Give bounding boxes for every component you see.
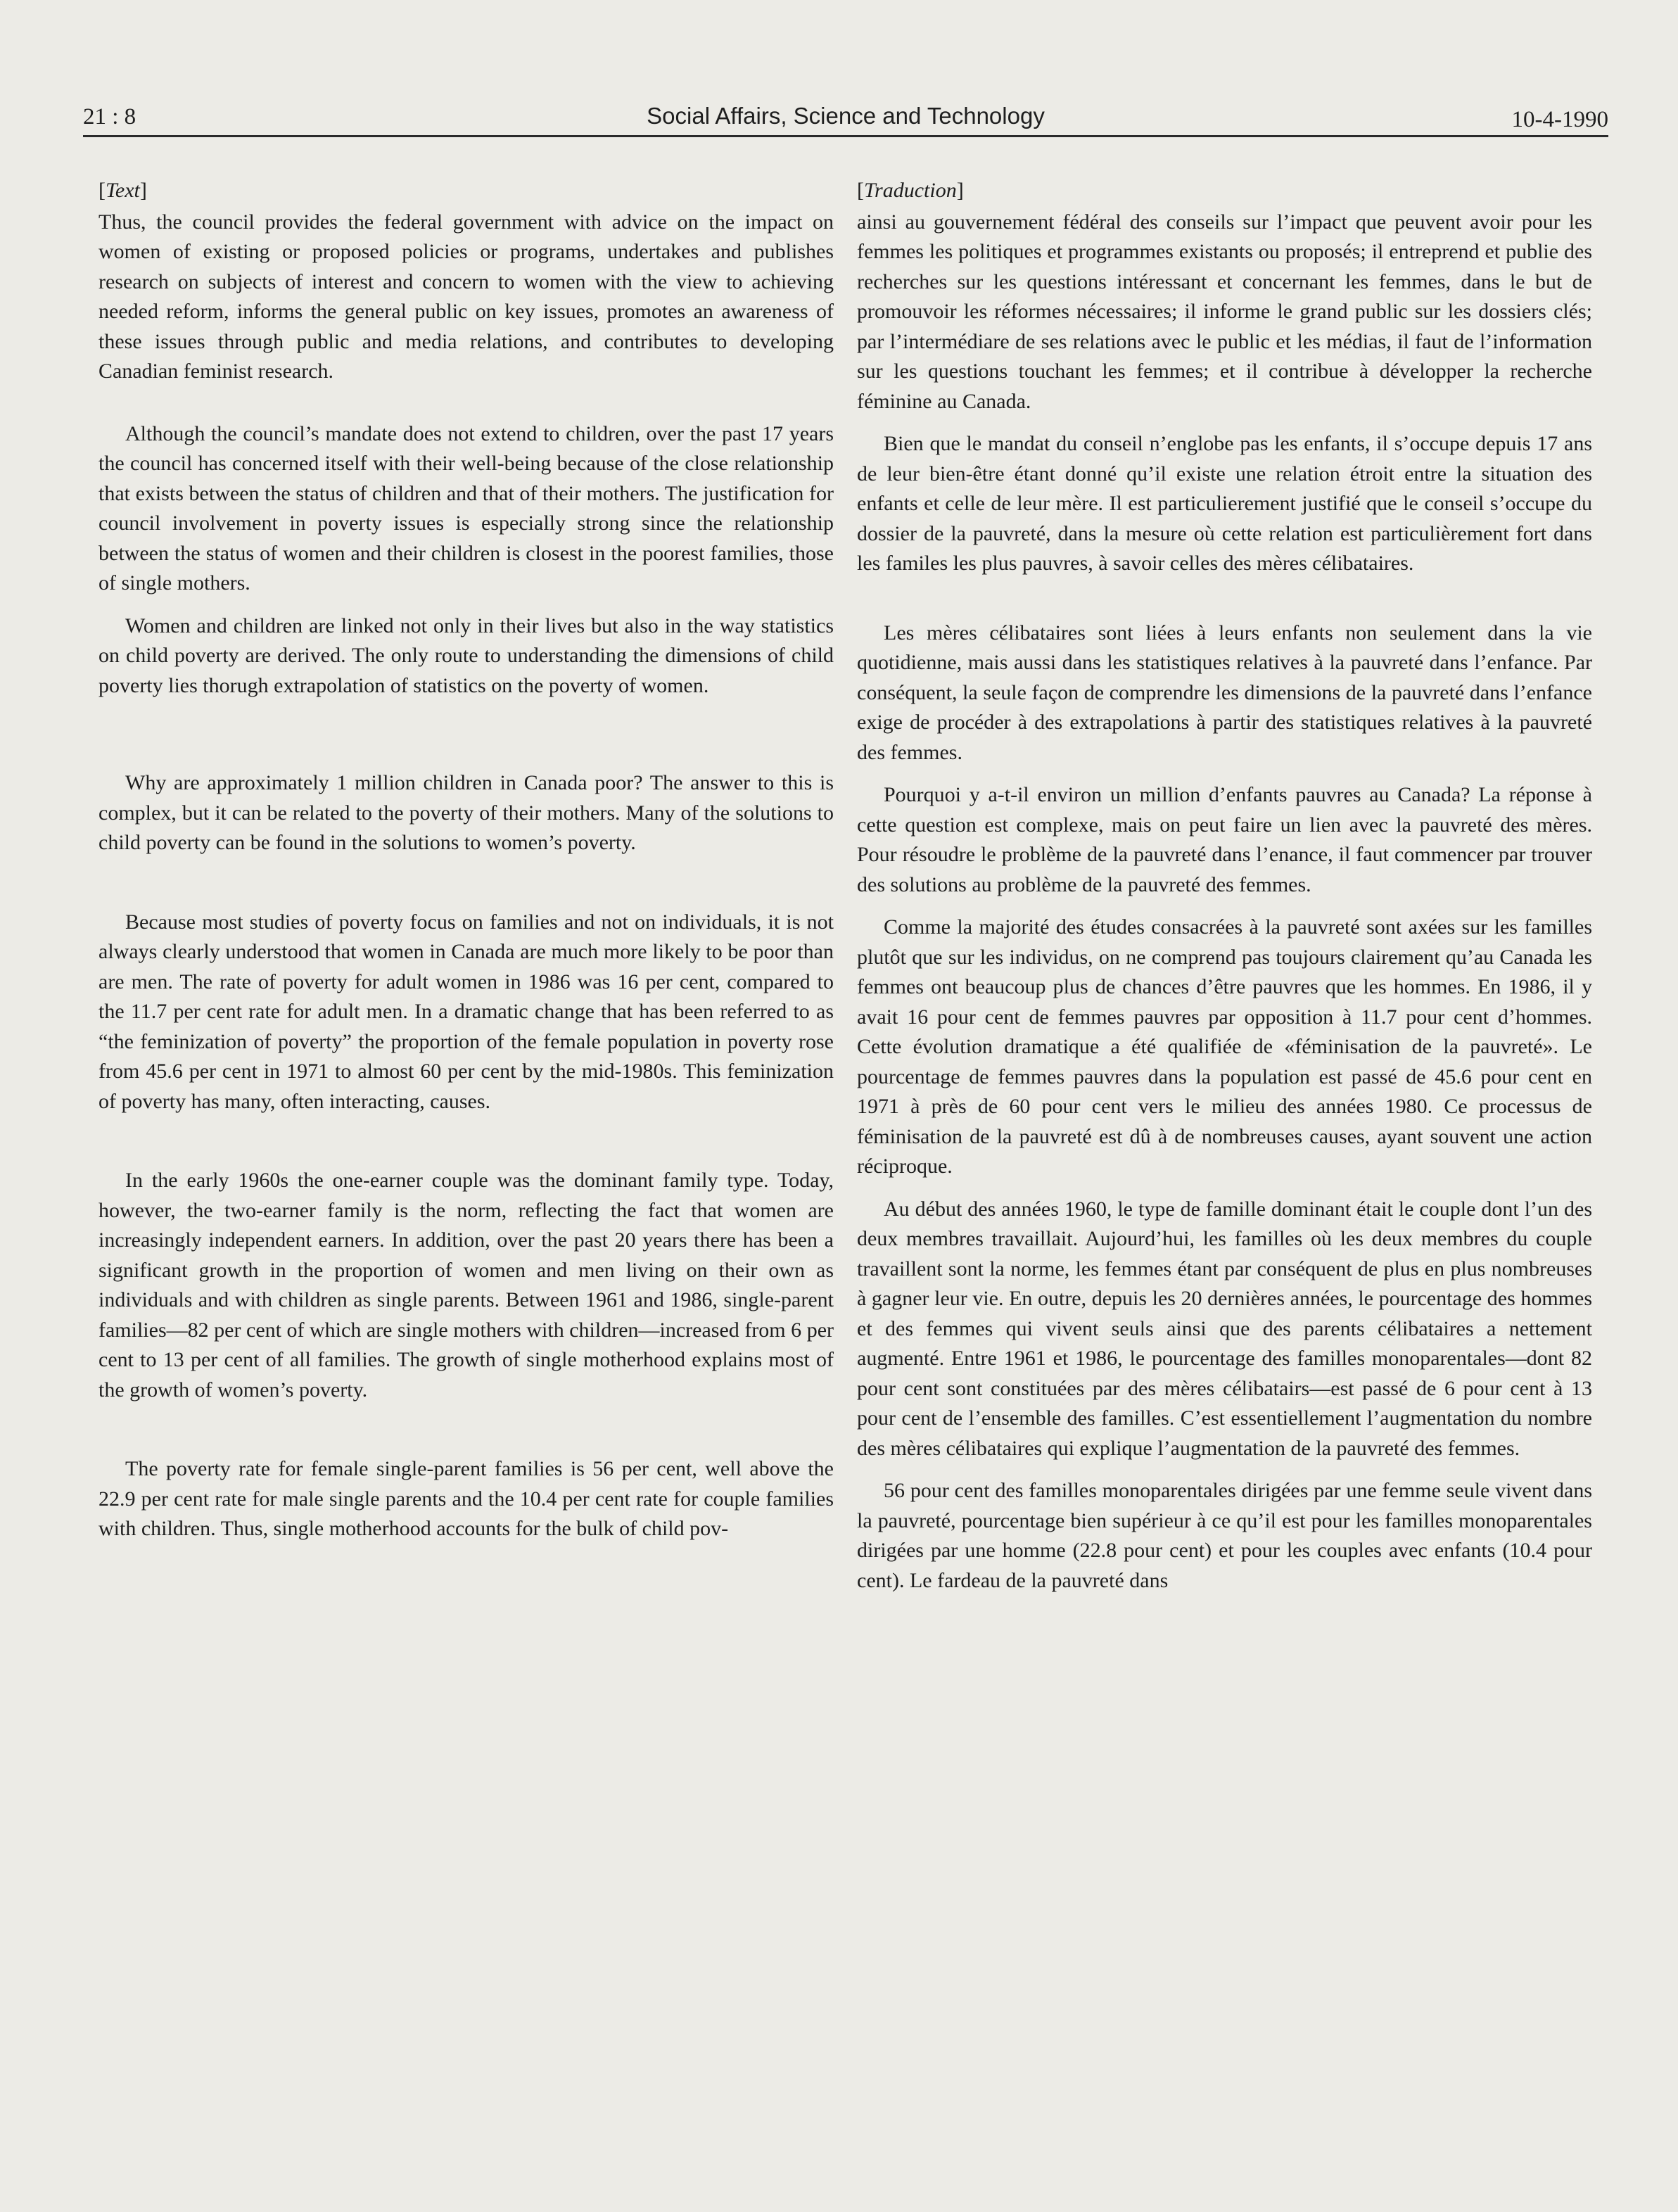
english-paragraph: The poverty rate for female single-parent families is 56 per cent, well above the 22.9 per cent rate for male single parents and the 10.4 per cent rate for couple families with children. Thus, single motherhood accounts for the bulk of child pov- [98,1457,834,1540]
french-column [857,176,1592,1596]
french-paragraph: Bien que le mandat du conseil n’englobe pas les enfants, il s’occupe depuis 17 ans de leur bien-être étant donné qu’il existe une relation étroit entre la situation des enfants et celle de leur mère. Il est particulierement justifié que le conseil s’occupe du dossier de la pauvreté, dans la mesure où cette relation est particulièrement fort dans les familes les plus pauvres, à savoir celles des mères célibataires. [857,432,1592,575]
french-paragraph: ainsi au gouvernement fédéral des conseils sur l’impact que peuvent avoir pour les femmes les politiques et programmes existants ou proposés; il entreprend et publie des recherches sur les questions intéressant et concernant les femmes, dans le but de promouvoir les réformes nécessaires; il informe le grand public sur les dossiers clés; par l’intermédiare de ses relations avec le public et les médias, il faut de l’information sur les questions touchant les femmes; et il contribue à développer la recherche féminine au Canada. [857,210,1592,413]
french-column-heading: [Traduction] [857,179,964,202]
english-paragraph: Thus, the council provides the federal government with advice on the impact on women of existing or proposed policies or programs, undertakes and publishes research on subjects of interest and concern to women with the view to achieving needed reform, informs the general public on key issues, promotes an awareness of these issues through public and media relations, and contributes to developing Canadian feminist research. [98,210,834,383]
english-column-heading: [Text] [98,179,147,202]
header-rule [83,135,1608,137]
french-paragraph: Au début des années 1960, le type de famille dominant était le couple dont l’un des deux membres travaillait. Aujourd’hui, les familles où les deux membres du couple travaillent sont la norme, les femmes étant par conséquent de plus en plus nombreuses à gagner leur vie. En outre, depuis les 20 dernières années, le pourcentage des hommes et des femmes qui vivent seuls ainsi que des parents célibataires a nettement augmenté. Entre 1961 et 1986, le pourcentage des familles monoparentales—dont 82 pour cent sont constituées par des mères célibatairs—est passé de 6 pour cent à 13 pour cent de l’ensemble des familles. C’est essentiellement l’augmentation du nombre des mères célibataires qui explique l’augmentation de la pauvreté des femmes. [857,1197,1592,1460]
english-paragraph: Women and children are linked not only in their lives but also in the way statistics on child poverty are derived. The only route to understanding the dimensions of child poverty lies thorugh extrapolation of statistics on the poverty of women. [98,614,834,697]
sitting-date: 10-4-1990 [1511,107,1608,132]
french-paragraph: 56 pour cent des familles monoparentales dirigées par une femme seule vivent dans la pauvreté, pourcentage bien supérieur à ce qu’il est pour les familles monoparentales dirigées par une homme (22.8 pour cent) et pour les couples avec enfants (10.4 pour cent). Le fardeau de la pauvreté dans [857,1479,1592,1592]
running-title: Social Affairs, Science and Technology [647,103,1045,129]
page-number: 21 : 8 [83,104,136,129]
french-paragraph: Comme la majorité des études consacrées à la pauvreté sont axées sur les familles plutôt que sur les individus, on ne comprend pas toujours clairement qu’au Canada les femmes ont beaucoup plus de chances d’être pauvres que les hommes. En 1986, il y avait 16 pour cent de femmes pauvres par opposition à 11.7 pour cent d’hommes. Cette évolution dramatique a été qualifiée de «féminisation de la pauvreté». Le pourcentage de femmes pauvres dans la population est passé de 45.6 pour cent en 1971 à près de 60 pour cent vers le milieu des années 1980. Ce processus de féminisation de la pauvreté est dû à de nombreuses causes, ayant souvent une action réciproque. [857,915,1592,1178]
french-paragraph: Les mères célibataires sont liées à leurs enfants non seulement dans la vie quotidienne, mais aussi dans les statistiques relatives à la pauvreté dans l’enfance. Par conséquent, la seule façon de comprendre les dimensions de la pauvreté dans l’enfance exige de procéder à des extrapolations à partir des statistiques relatives à la pauvreté des femmes. [857,621,1592,764]
english-column [98,176,834,1544]
english-paragraph: Because most studies of poverty focus on families and not on individuals, it is not always clearly understood that women in Canada are much more likely to be poor than are men. The rate of poverty for adult women in 1986 was 16 per cent, compared to the 11.7 per cent rate for adult men. In a dramatic change that has been referred to as “the feminization of poverty” the proportion of the female population in poverty rose from 45.6 per cent in 1971 to almost 60 per cent by the mid-1980s. This feminization of poverty has many, often interacting, causes. [98,910,834,1113]
english-paragraph: Why are approximately 1 million children in Canada poor? The answer to this is complex, but it can be related to the poverty of their mothers. Many of the solutions to child poverty can be found in the solutions to women’s poverty. [98,771,834,854]
french-paragraph: Pourquoi y a-t-il environ un million d’enfants pauvres au Canada? La réponse à cette question est complexe, mais on peut faire un lien avec la pauvreté des mères. Pour résoudre le problème de la pauvreté dans l’enance, il faut commencer par trouver des solutions au problème de la pauvreté des femmes. [857,783,1592,896]
english-paragraph: Although the council’s mandate does not extend to children, over the past 17 years the council has concerned itself with their well-being because of the close relationship that exists between the status of children and that of their mothers. The justification for council involvement in poverty issues is especially strong since the relationship between the status of women and their children is closest in the poorest families, those of single mothers. [98,421,834,595]
page-header [83,98,1608,141]
english-paragraph: In the early 1960s the one-earner couple was the dominant family type. Today, however, the two-earner family is the norm, reflecting the fact that women are increasingly independent earners. In addition, over the past 20 years there has been a significant growth in the proportion of women and men living on their own as individuals and with children as single parents. Between 1961 and 1986, single-parent families—82 per cent of which are single mothers with children—increased from 6 per cent to 13 per cent of all families. The growth of single motherhood explains most of the growth of women’s poverty. [98,1169,834,1401]
